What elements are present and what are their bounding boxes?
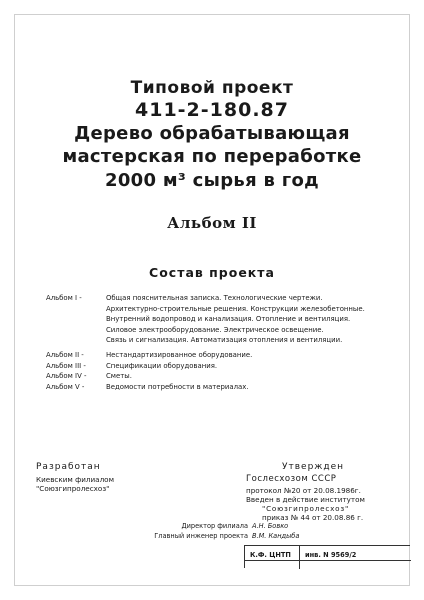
project-type-title: Типовой проект (130, 78, 294, 98)
album-4-line-1: Сметы. (106, 372, 132, 380)
chief-engineer-title: Главный инженер проекта (154, 532, 248, 540)
title-sheet (14, 14, 410, 586)
project-name-line-2: мастерская по переработке (62, 146, 362, 167)
album-5-line-1: Ведомости потребности в материалах. (106, 382, 249, 391)
approved-line-3: Введен в действие институтом (246, 495, 365, 504)
director-title: Директор филиала (181, 522, 248, 530)
approved-line-4: "Союзгипролесхоз" (262, 504, 350, 513)
archive-stamp (244, 545, 410, 568)
project-number: 411-2-180.87 (135, 99, 289, 121)
chief-engineer-name: В.М. Кандыба (252, 532, 300, 540)
album-4-label: Альбом IV - (46, 372, 87, 380)
project-name-line-3: 2000 м³ сырья в год (105, 170, 319, 191)
stamp-divider (299, 546, 300, 569)
album-1-line-1: Общая пояснительная записка. Технологические чертежи. (106, 294, 323, 302)
developed-org-line-2: "Союзгипролесхоз" (36, 484, 110, 493)
album-1-label: Альбом I - (46, 294, 82, 302)
approved-line-5: приказ № 44 от 20.08.86 г. (262, 513, 364, 522)
stamp-org: К.Ф. ЦНТП (250, 551, 291, 559)
contents-heading: Состав проекта (149, 265, 275, 280)
director-name: А.Н. Бовко (252, 522, 289, 530)
album-1-line-5: Связь и сигнализация. Автоматизация отопления и вентиляции. (106, 336, 343, 344)
album-1-line-3: Внутренний водопровод и канализация. Отопление и вентиляция. (106, 315, 351, 323)
album-3-label: Альбом III - (46, 361, 86, 370)
approved-heading: Утвержден (282, 462, 345, 472)
album-3-line-1: Спецификации оборудования. (106, 361, 218, 370)
album-1-line-2: Архитектурно-строительные решения. Конструкции железобетонные. (106, 304, 365, 313)
stamp-rule (245, 560, 411, 561)
approved-line-1: Гослесхозом СССР (246, 474, 337, 484)
album-number: Альбом II (167, 214, 257, 232)
project-name-line-1: Дерево обрабатывающая (74, 123, 350, 144)
approved-line-2: протокол №20 от 20.08.1986г. (246, 486, 361, 495)
album-1-line-4: Силовое электрооборудование. Электрическое освещение. (106, 325, 324, 334)
album-5-label: Альбом V - (46, 382, 85, 391)
developed-heading: Разработан (36, 462, 101, 472)
album-2-label: Альбом II - (46, 351, 84, 359)
album-2-line-1: Нестандартизированное оборудование. (106, 351, 253, 359)
developed-org-line-1: Киевским филиалом (36, 475, 115, 484)
stamp-inventory-number: инв. N 9569/2 (305, 551, 357, 559)
